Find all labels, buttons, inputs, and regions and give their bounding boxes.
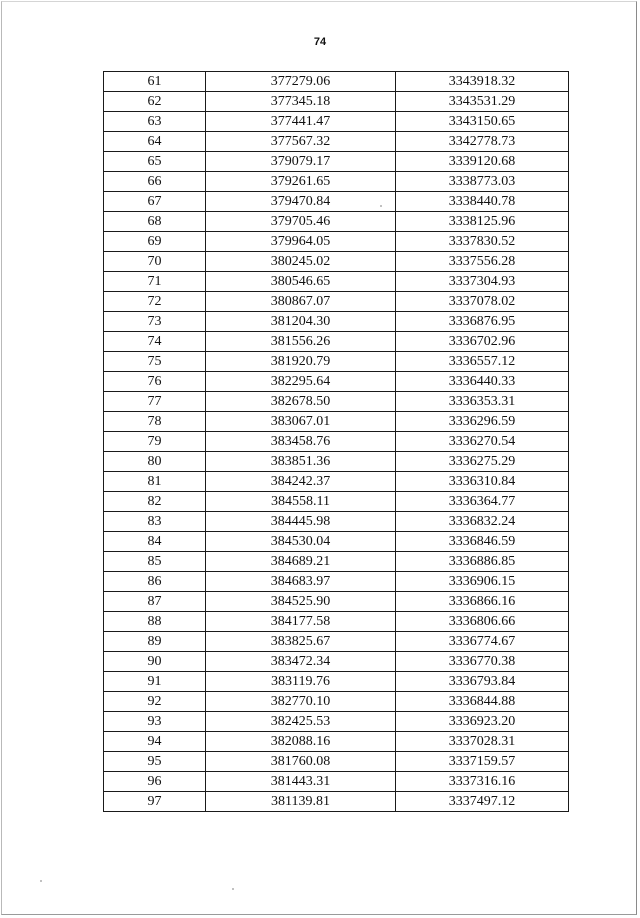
point-number-cell: 76 (104, 372, 206, 392)
table-row (104, 492, 569, 512)
table-row (104, 452, 569, 472)
y-coordinate-cell: 3337078.02 (396, 292, 569, 312)
table-row (104, 132, 569, 152)
table-row (104, 72, 569, 92)
table-row (104, 612, 569, 632)
y-coordinate-cell: 3336364.77 (396, 492, 569, 512)
table-row (104, 772, 569, 792)
y-coordinate-cell: 3338440.78 (396, 192, 569, 212)
x-coordinate-cell: 380546.65 (206, 272, 396, 292)
y-coordinate-cell: 3336906.15 (396, 572, 569, 592)
table-row (104, 632, 569, 652)
point-number-cell: 61 (104, 72, 206, 92)
point-number-cell: 62 (104, 92, 206, 112)
table-row (104, 652, 569, 672)
table-row (104, 752, 569, 772)
y-coordinate-cell: 3337304.93 (396, 272, 569, 292)
x-coordinate-cell: 384525.90 (206, 592, 396, 612)
y-coordinate-cell: 3336806.66 (396, 612, 569, 632)
point-number-cell: 80 (104, 452, 206, 472)
x-coordinate-cell: 382678.50 (206, 392, 396, 412)
y-coordinate-cell: 3336923.20 (396, 712, 569, 732)
point-number-cell: 70 (104, 252, 206, 272)
y-coordinate-cell: 3337497.12 (396, 792, 569, 812)
y-coordinate-cell: 3337830.52 (396, 232, 569, 252)
table-row (104, 312, 569, 332)
y-coordinate-cell: 3336846.59 (396, 532, 569, 552)
y-coordinate-cell: 3337028.31 (396, 732, 569, 752)
x-coordinate-cell: 382425.53 (206, 712, 396, 732)
x-coordinate-cell: 379470.84 (206, 192, 396, 212)
y-coordinate-cell: 3337159.57 (396, 752, 569, 772)
table-row (104, 352, 569, 372)
table-row (104, 432, 569, 452)
y-coordinate-cell: 3343918.32 (396, 72, 569, 92)
point-number-cell: 88 (104, 612, 206, 632)
x-coordinate-cell: 384445.98 (206, 512, 396, 532)
x-coordinate-cell: 380245.02 (206, 252, 396, 272)
point-number-cell: 65 (104, 152, 206, 172)
table-row (104, 372, 569, 392)
x-coordinate-cell: 384558.11 (206, 492, 396, 512)
y-coordinate-cell: 3336440.33 (396, 372, 569, 392)
coordinate-table-body (104, 72, 569, 812)
y-coordinate-cell: 3336832.24 (396, 512, 569, 532)
x-coordinate-cell: 384683.97 (206, 572, 396, 592)
x-coordinate-cell: 384242.37 (206, 472, 396, 492)
x-coordinate-cell: 382088.16 (206, 732, 396, 752)
y-coordinate-cell: 3337556.28 (396, 252, 569, 272)
scan-speck (232, 888, 234, 890)
point-number-cell: 94 (104, 732, 206, 752)
point-number-cell: 82 (104, 492, 206, 512)
point-number-cell: 68 (104, 212, 206, 232)
table-row (104, 252, 569, 272)
table-row (104, 692, 569, 712)
point-number-cell: 92 (104, 692, 206, 712)
point-number-cell: 91 (104, 672, 206, 692)
y-coordinate-cell: 3343531.29 (396, 92, 569, 112)
y-coordinate-cell: 3336774.67 (396, 632, 569, 652)
y-coordinate-cell: 3336702.96 (396, 332, 569, 352)
table-row (104, 712, 569, 732)
y-coordinate-cell: 3337316.16 (396, 772, 569, 792)
table-row (104, 272, 569, 292)
point-number-cell: 89 (104, 632, 206, 652)
table-row (104, 512, 569, 532)
x-coordinate-cell: 381920.79 (206, 352, 396, 372)
point-number-cell: 63 (104, 112, 206, 132)
x-coordinate-cell: 381204.30 (206, 312, 396, 332)
x-coordinate-cell: 382295.64 (206, 372, 396, 392)
y-coordinate-cell: 3338125.96 (396, 212, 569, 232)
x-coordinate-cell: 380867.07 (206, 292, 396, 312)
y-coordinate-cell: 3336866.16 (396, 592, 569, 612)
point-number-cell: 78 (104, 412, 206, 432)
y-coordinate-cell: 3338773.03 (396, 172, 569, 192)
y-coordinate-cell: 3336770.38 (396, 652, 569, 672)
x-coordinate-cell: 383472.34 (206, 652, 396, 672)
x-coordinate-cell: 377345.18 (206, 92, 396, 112)
table-row (104, 172, 569, 192)
point-number-cell: 66 (104, 172, 206, 192)
point-number-cell: 84 (104, 532, 206, 552)
x-coordinate-cell: 384177.58 (206, 612, 396, 632)
x-coordinate-cell: 379705.46 (206, 212, 396, 232)
y-coordinate-cell: 3336844.88 (396, 692, 569, 712)
x-coordinate-cell: 379261.65 (206, 172, 396, 192)
x-coordinate-cell: 383067.01 (206, 412, 396, 432)
x-coordinate-cell: 383825.67 (206, 632, 396, 652)
x-coordinate-cell: 381139.81 (206, 792, 396, 812)
page-number: 74 (313, 36, 327, 48)
table-row (104, 92, 569, 112)
point-number-cell: 72 (104, 292, 206, 312)
x-coordinate-cell: 384689.21 (206, 552, 396, 572)
point-number-cell: 75 (104, 352, 206, 372)
table-row (104, 472, 569, 492)
table-row (104, 592, 569, 612)
x-coordinate-cell: 383458.76 (206, 432, 396, 452)
y-coordinate-cell: 3336886.85 (396, 552, 569, 572)
table-row (104, 212, 569, 232)
point-number-cell: 67 (104, 192, 206, 212)
y-coordinate-cell: 3336353.31 (396, 392, 569, 412)
point-number-cell: 86 (104, 572, 206, 592)
point-number-cell: 69 (104, 232, 206, 252)
point-number-cell: 81 (104, 472, 206, 492)
x-coordinate-cell: 384530.04 (206, 532, 396, 552)
x-coordinate-cell: 377441.47 (206, 112, 396, 132)
x-coordinate-cell: 377567.32 (206, 132, 396, 152)
y-coordinate-cell: 3336296.59 (396, 412, 569, 432)
point-number-cell: 90 (104, 652, 206, 672)
x-coordinate-cell: 379964.05 (206, 232, 396, 252)
point-number-cell: 74 (104, 332, 206, 352)
scan-speck (380, 205, 382, 207)
point-number-cell: 64 (104, 132, 206, 152)
point-number-cell: 93 (104, 712, 206, 732)
table-row (104, 672, 569, 692)
y-coordinate-cell: 3336876.95 (396, 312, 569, 332)
table-row (104, 152, 569, 172)
table-row (104, 232, 569, 252)
y-coordinate-cell: 3342778.73 (396, 132, 569, 152)
table-row (104, 532, 569, 552)
y-coordinate-cell: 3336557.12 (396, 352, 569, 372)
point-number-cell: 87 (104, 592, 206, 612)
point-number-cell: 77 (104, 392, 206, 412)
x-coordinate-cell: 381760.08 (206, 752, 396, 772)
y-coordinate-cell: 3336793.84 (396, 672, 569, 692)
x-coordinate-cell: 383851.36 (206, 452, 396, 472)
table-row (104, 792, 569, 812)
point-number-cell: 97 (104, 792, 206, 812)
y-coordinate-cell: 3336310.84 (396, 472, 569, 492)
x-coordinate-cell: 377279.06 (206, 72, 396, 92)
table-row (104, 292, 569, 312)
table-row (104, 572, 569, 592)
point-number-cell: 95 (104, 752, 206, 772)
point-number-cell: 96 (104, 772, 206, 792)
y-coordinate-cell: 3339120.68 (396, 152, 569, 172)
table-row (104, 332, 569, 352)
scan-speck (40, 880, 42, 882)
table-row (104, 552, 569, 572)
x-coordinate-cell: 381556.26 (206, 332, 396, 352)
x-coordinate-cell: 382770.10 (206, 692, 396, 712)
table-row (104, 392, 569, 412)
point-number-cell: 83 (104, 512, 206, 532)
table-row (104, 112, 569, 132)
table-row (104, 192, 569, 212)
coordinate-table (103, 71, 569, 812)
x-coordinate-cell: 381443.31 (206, 772, 396, 792)
point-number-cell: 73 (104, 312, 206, 332)
table-row (104, 732, 569, 752)
y-coordinate-cell: 3336275.29 (396, 452, 569, 472)
point-number-cell: 71 (104, 272, 206, 292)
table-row (104, 412, 569, 432)
x-coordinate-cell: 379079.17 (206, 152, 396, 172)
y-coordinate-cell: 3343150.65 (396, 112, 569, 132)
point-number-cell: 85 (104, 552, 206, 572)
y-coordinate-cell: 3336270.54 (396, 432, 569, 452)
point-number-cell: 79 (104, 432, 206, 452)
x-coordinate-cell: 383119.76 (206, 672, 396, 692)
